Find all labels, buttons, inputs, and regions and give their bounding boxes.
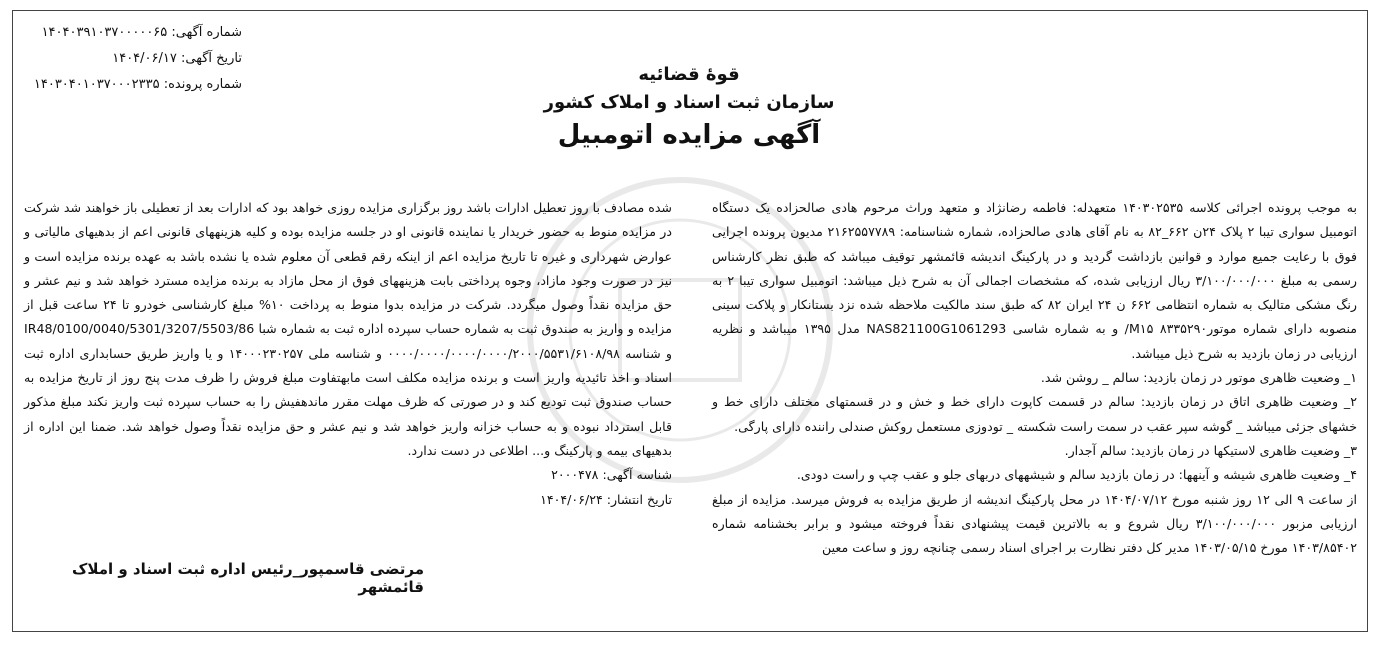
body-paragraph-intro: به موجب پرونده اجرائی کلاسه ۱۴۰۳۰۲۵۳۵ متعهدله: فاطمه رضانژاد و متعهد وراث مرحوم هادی صالحزاده یک دستگاه اتومبیل سواری تیبا ۲ پلاک ۲۴ن ۶۶۲_۸۲ به نام آقای هادی صالحزاده، شماره شناسنامه: ۲۱۶۲۵۵۷۷۸۹ مدیون پرونده اجرایی فوق با رعایت جمیع موارد و قوانین بازداشت گردید و در پارکینگ اندیشه قائمشهر توقیف میباشد که طبق نظر کارشناس رسمی به مبلغ ۳/۱۰۰/۰۰۰/۰۰۰ ریال ارزیابی شده، که مشخصات اجمالی آن به شرح ذیل میباشد: اتومبیل سواری تیبا ۲ به رنگ مشکی متالیک به شماره انتظامی ۶۶۲ ن ۲۴ ایران ۸۲ که طبق سند مالکیت ملاحظه شده نزد بستانکار و پلاکت سینی منصوبه دارای شماره موتور۸۳۳۵۲۹۰ M۱۵/ و به شماره شاسی NAS821100G1061293 مدل ۱۳۹۵ میباشد و نظریه ارزیابی در زمان بازدید به شرح ذیل میباشد. — [712, 200, 1358, 361]
ad-date: تاریخ آگهی: ۱۴۰۴/۰۶/۱۷ — [112, 51, 242, 66]
body-item-cabin: ۲_ وضعیت ظاهری اتاق در زمان بازدید: سالم در قسمت کاپوت دارای خط و خش و در قسمتهای مختلف دارای خط و خشهای جزئی میباشد _ گوشه سپر عقب در سمت راست شکسته _ تودوزی مستعمل روکش صندلی راننده دارای پارگی. — [712, 394, 1357, 434]
notice-meta — [22, 20, 242, 98]
notice-body-left-column — [24, 196, 672, 512]
notice-body-right-column — [712, 196, 1357, 560]
judiciary-heading: قوهٔ قضائیه — [638, 64, 740, 85]
organization-heading: سازمان ثبت اسناد و املاک کشور — [543, 92, 835, 113]
body-item-tires: ۳_ وضعیت ظاهری لاستیکها در زمان بازدید: سالم آجدار. — [1064, 442, 1357, 458]
body-item-engine: ۱_ وضعیت ظاهری موتور در زمان بازدید: سالم _ روشن شد. — [1040, 370, 1357, 386]
ad-number: شماره آگهی: ۱۴۰۴۰۳۹۱۰۳۷۰۰۰۰۰۶۵ — [41, 25, 242, 40]
publish-date: تاریخ انتشار: ۱۴۰۴/۰۶/۲۴ — [540, 491, 672, 507]
body-paragraph-auction-time: از ساعت ۹ الی ۱۲ روز شنبه مورخ ۱۴۰۴/۰۷/۱۲ در محل پارکینگ اندیشه از طریق مزایده به فروش میرسد. مزایده از مبلغ ارزیابی مزبور ۳/۱۰۰/۰۰۰/۰۰۰ ریال شروع و به بالاترین قیمت پیشنهادی نقداً فروخته میشود و برابر بخشنامه شماره ۱۴۰۳/۸۵۴۰۲ مورخ ۱۴۰۳/۰۵/۱۵ مدیر کل دفتر نظارت بر اجرای اسناد رسمی چنانچه روز و ساعت معین — [712, 491, 1357, 556]
body-paragraph-terms: شده مصادف با روز تعطیل ادارات باشد روز برگزاری مزایده روزی خواهد بود که ادارات بعد از تعطیلی باز خواهند شد شرکت در مزایده منوط به حضور خریدار یا نماینده قانونی او در جلسه مزایده بوده و کلیه هزینههای قانونی اعم از بدهیهای مالیاتی و عوارض شهرداری و غیره تا تاریخ مزایده اعم از اینکه رقم قطعی آن معلوم شده یا نشده باشد به عهده برنده مزایده است و نیز در صورت وجود مازاد، وجوه پرداختی بابت هزینههای فوق از محل مازاد به برنده مزایده مسترد خواهد شد و نیم عشر و حق مزایده نقداً وصول میگردد. شرکت در مزایده بدوا منوط به پرداخت ۱۰% مبلغ کارشناسی خودرو تا ۲۴ ساعت قبل از مزایده و واریز به صندوق ثبت به شماره حساب سپرده اداره ثبت به شماره شبا IR48/0100/0040/5301/3207/5503/86 و شناسه ۰۰۰۰/۰۰۰۰/۰۰۰۰/۰۰۰۰/۲۰۰۰/۵۵۳۱/۶۱۰۸/۹۸ و شناسه ملی ۱۴۰۰۰۲۳۰۲۵۷ و یا واریز طریق حسابداری اداره ثبت اسناد و اخذ تائیدیه واریز است و برنده مزایده مکلف است مابهتفاوت مبلغ فروش را ظرف مدت پنج روز از تاریخ مزایده به حساب صندوق ثبت تودیع کند و در صورتی که ظرف مهلت مقرر ماندهفیش را به حساب سپرده ثبت واریز نکند مبلغ مذکور قابل استرداد نبوده و به حساب خزانه واریز خواهد شد و نیم عشر و حق مزایده نقداً وصول خواهد شد. ضمنا این اداره از بدهیهای بیمه و پارکینگ و... اطلاعی در دست ندارد. — [24, 200, 672, 458]
notice-title: آگهی مزایده اتومبیل — [557, 120, 821, 150]
case-number: شماره پرونده: ۱۴۰۳۰۴۰۱۰۳۷۰۰۰۲۳۳۵ — [33, 77, 242, 92]
body-item-glass: ۴_ وضعیت ظاهری شیشه و آینهها: در زمان بازدید سالم و شیشههای دربهای جلو و عقب چپ و راست دودی. — [796, 467, 1357, 483]
signature-line: مرتضی قاسمپور_رئیس اداره ثبت اسناد و املاک قائمشهر — [71, 560, 424, 596]
notice-id: شناسه آگهی: ۲۰۰۰۴۷۸ — [551, 467, 672, 483]
